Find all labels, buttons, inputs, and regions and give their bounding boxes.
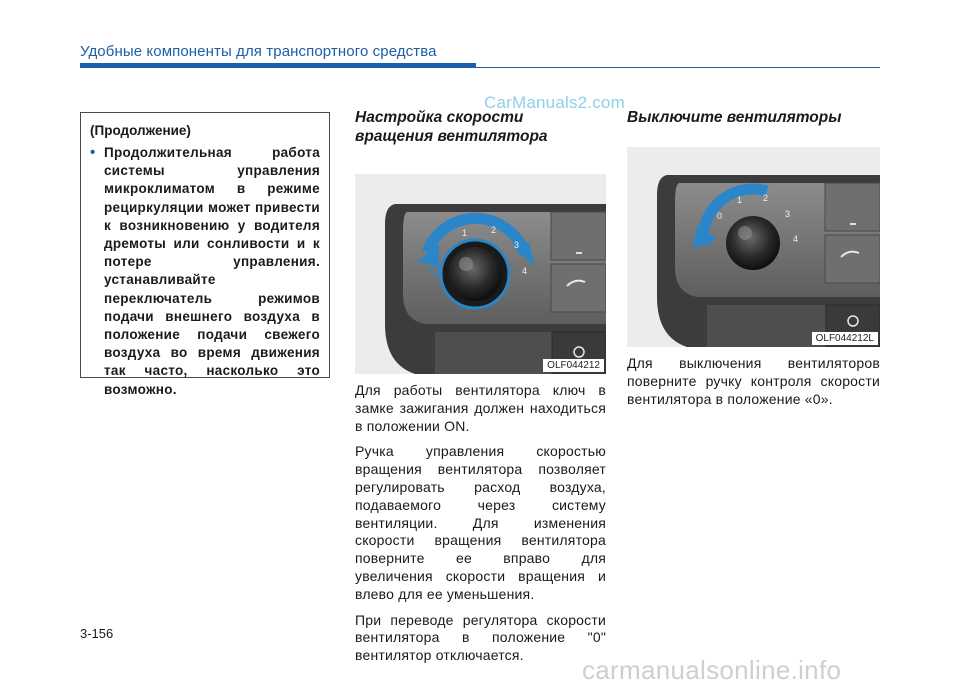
watermark-top: CarManuals2.com bbox=[484, 93, 625, 112]
dial-number: 1 bbox=[462, 228, 468, 238]
body-paragraph: Для выключения вентиляторов поверните ручку контроля скорости вентилятора в положение «0». bbox=[627, 355, 880, 407]
header-rule bbox=[476, 67, 880, 68]
figure-code: OLF044212L bbox=[812, 332, 878, 345]
body-paragraph: При переводе регулятора скорости вентилятора в положение "0" вентилятор отключается. bbox=[355, 611, 606, 664]
fan-speed-figure bbox=[355, 174, 606, 374]
body-paragraph: Для работы вентилятора ключ в замке зажигания должен находиться в положении ON. bbox=[355, 382, 606, 434]
dial-number: 0 bbox=[717, 211, 723, 221]
fan-speed-heading-line2: вращения вентилятора bbox=[355, 128, 548, 145]
dial-number: 4 bbox=[522, 266, 528, 276]
note-text: Продолжительная работа системы управления микроклиматом в режиме рециркуляции может привести к возникновению у водителя дремоты или сонливости и к потере управления. устанавливайте переключатель режимов подачи внешнего воздуха в положение подачи свежего воздуха во время движения так часто, насколько это возможно. bbox=[104, 145, 320, 397]
figure-code: OLF044212 bbox=[543, 359, 604, 372]
fan-off-figure bbox=[627, 147, 880, 347]
dial-number: 2 bbox=[763, 193, 769, 203]
header-accent-bar bbox=[80, 63, 476, 68]
dial-number: 4 bbox=[793, 234, 799, 244]
fan-off-section bbox=[627, 108, 880, 416]
dial-number: 2 bbox=[491, 225, 497, 235]
watermark-bottom: carmanualsonline.info bbox=[582, 655, 842, 685]
fan-dial-off-illustration bbox=[627, 147, 880, 347]
section-header-title: Удобные компоненты для транспортного средства bbox=[80, 43, 437, 60]
dial-number: 3 bbox=[514, 240, 520, 250]
page-number: 3-156 bbox=[80, 626, 114, 641]
note-list-item bbox=[90, 144, 320, 399]
body-paragraph: Ручка управления скоростью вращения вентилятора позволяет регулировать расход воздуха, подаваемого через систему вентиляции. Для изменения скорости вращения вентилятора поверните ее вправо для увеличения скорости вращения и влево для ее уменьшения. bbox=[355, 443, 606, 602]
dial-number: 3 bbox=[785, 209, 791, 219]
fan-speed-heading-line1: Настройка скорости bbox=[355, 109, 524, 126]
fan-speed-section bbox=[355, 108, 606, 673]
continued-note-box bbox=[80, 112, 330, 397]
fan-dial-illustration bbox=[355, 174, 606, 374]
fan-speed-heading bbox=[355, 108, 606, 146]
bullet-icon: • bbox=[90, 144, 96, 161]
note-title: (Продолжение) bbox=[90, 123, 191, 138]
dial-number: 1 bbox=[737, 195, 743, 205]
fan-off-heading: Выключите вентиляторы bbox=[627, 109, 842, 126]
